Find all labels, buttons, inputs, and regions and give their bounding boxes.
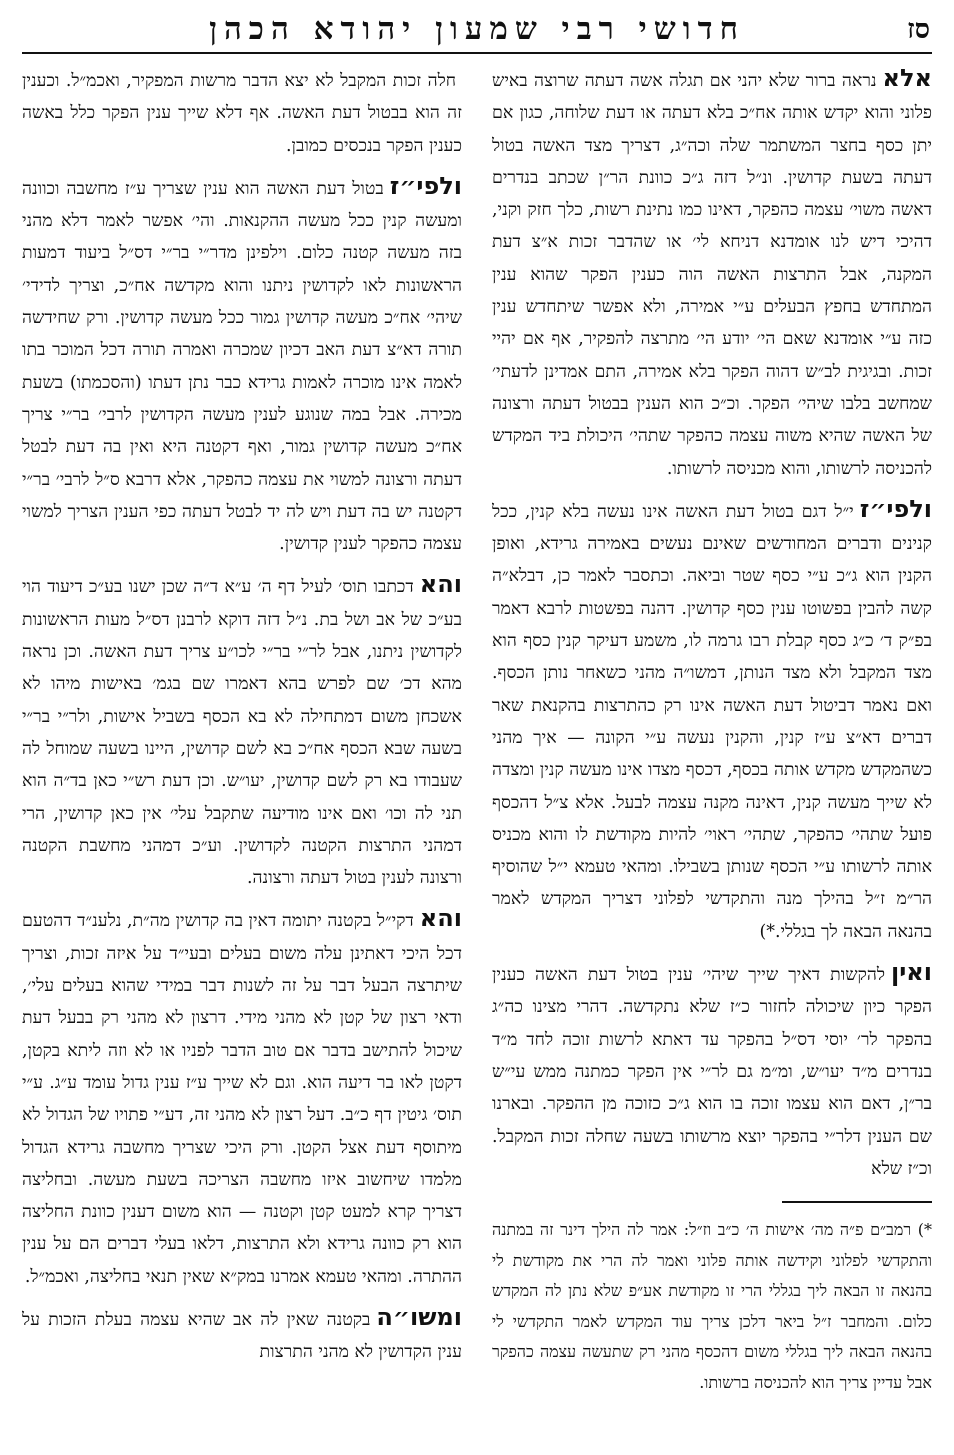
paragraph-text: להקשות דאיך שייך שיהי׳ ענין בטול דעת האשה כענין הפקר כיון שיכולה לחזור כ״ז שלא נתקדשה. דהרי מצינו כה״ג בהפקר לר׳ יוסי דס״ל בהפקר עד דאתא לרשות זוכה לחד מ״ד בנדרים מ״ד יעו״ש, ומ״מ גם לר״י אין הפקר כמתנה ממש עי״ש בר״ן, דאם הוא עצמו זוכה בו הוא ג״כ כזוכה מן ההפקר. ובארנו שם הענין דלר״י בהפקר יוצא מרשותו בשעה שחלה זכות המקבל. וכ״ז שלא — [492, 965, 932, 1179]
paragraph-text: בטול דעת האשה הוא ענין שצריך ע״ז מחשבה וכוונה ומעשה קנין ככל מעשה ההקנאות. והי׳ אפשר לאמר דלא מהני בזה מעשה קטנה כלום. וילפינן מדר״י בר״י דס״ל ביעוד דמעות הראשונות לאו לקדושין ניתנו והוא מקדשה אח״כ, וצריך לדידי׳ שיהי׳ אח״כ מעשה קדושין גמור ככל מעשה קדושין. ורק שחידשה תורה דא״צ דעת האב דכיון שמכרה ואמרה תורה דכל המוכר בתו לאמה אינו מוכרה לאמות גרידא כבר נתן דעתו (והסכמתו) בשעת מכירה. אבל במה שנוגע לענין מעשה הקדושין לרבי׳ בר״י צריך אח״כ מעשה קדושין גמור, ואף דקטנה היא ואין בה דעת לבטל דעתה ורצונה למשוי את עצמה כהפקר, אלא דרבא ס״ל לרבי׳ בר״י דקטנה יש בה דעת ויש לה יד לבטל דעתה כפי הענין הצריך למשוי עצמה כהפקר לענין קדושין. — [22, 178, 462, 555]
text-columns — [22, 62, 932, 1445]
page-number: סז — [907, 14, 930, 45]
paragraph-lead-word: והא — [419, 570, 462, 599]
paragraph — [492, 956, 932, 1185]
paragraph — [492, 62, 932, 485]
paragraph-text: דכתבו תוס׳ לעיל דף ה׳ ע״א ד״ה שכן ישנו בע״כ דיעוד הוי בע״כ של אב ושל בת. נ״ל דזה דוקא לרבנן דס״ל מעות הראשונות לקדושין ניתנו, אבל לר״י בר״י לכו״ע צריך דעת האשה. וכן נראה מהא דכ׳ שם לפרש בהא דאמרו שם בגמ׳ באישות מיהו לא אשכחן משום דמתחילה לא בא הכסף בשביל אישות, ולר״י בר״י בשעה שבא הכסף אח״כ בא לשם קדושין, היינו בשעה שמוחל לה שעבודו בא רק לשם קדושין, יעו״ש. וכן דעת רש״י כאן בד״ה הוא תני לה וכו׳ ואם אינו מודיעה שתקבל עלי׳ אין כאן קדושין, הרי דמהני התרצות הקטנה לקדושין. וע״כ דמהני מחשבת הקטנה ורצונה לענין בטול דעתה ורצונה. — [22, 577, 462, 889]
footnote — [492, 1215, 932, 1398]
right-column — [492, 62, 932, 1445]
paragraph-lead-word: ואין — [890, 958, 932, 987]
running-header — [22, 6, 932, 54]
paragraph — [492, 493, 932, 948]
paragraph — [22, 1301, 462, 1369]
paragraph-text: חלה זכות המקבל לא יצא הדבר מרשות המפקיר, ואכמ״ל. וכענין זה הוא בבטול דעת האשה. אף דלא שייך ענין הפקר כלל באשה כענין הפקר בנכסים כמובן. — [22, 71, 462, 156]
paragraph-lead-word: והא — [419, 904, 462, 933]
paragraph-text: י״ל דגם בטול דעת האשה אינו נעשה בלא קנין, ככל קנינים ודברים המחודשים שאינם נעשים באמירה גרידא, ואופן הקנין הוא ג״כ ע״י כסף שטר וביאה. וכתסבר לאמר כן, דבלא״ה קשה להבין בפשוטו ענין כסף קדושין. דהנה בפשטות לרבא דאמר בפ״ק ד׳ כ״ג כסף קבלת רבו גרמה לו, משמע דעיקר קנין כסף הוא מצד המקבל ולא מצד הנותן, דמשו״ה מהני כשאחר נותן הכסף. ואם נאמר דביטול דעת האשה אינו רק כהתרצות בהקנאת שאר דברים דא״צ ע״ז קנין, והקנין נעשה ע״י הקונה — איך מהני כשהמקדש מקדש אותה בכסף, דכסף מצדו אינו מעשה קנין ומצדה לא שייך מעשה קנין, דאינה מקנה עצמה לבעל. אלא צ״ל דהכסף פועל שתהי׳ כהפקר, שתהי׳ ראוי׳ להיות מקודשת לו והוא מכניס אותה לרשותו ע״י הכסף שנותן בשבילו. ומהאי טעמא י״ל שהוסיף הר״מ ז״ל בהילך מנה והתקדשי לפלוני דצריך המקדש לאמר בהנאה הבאה לך בגללי.*) — [492, 501, 932, 942]
paragraph-lead-word: ומשו״ה — [376, 1302, 462, 1331]
paragraph-lead-word: ולפי״ז — [389, 171, 462, 200]
paragraph — [22, 902, 462, 1293]
paragraph-lead-word: אלא — [882, 64, 932, 92]
footnote-text: *) רמב״ם פ״ה מה׳ אישות ה׳ כ״ב וז״ל: אמר לה הילך דינר זה במתנה והתקדשי לפלוני וקידשה אותה פלוני ואמר לה הרי את מקודשת לי בהנאה זו הבאה ליך בגללי הרי זו מקודשת אע״פ שלא נתן לה המקדש כלום. והמחבר ז״ל ביאר דלכן צריך עוד המקדש לאמר התקדשי לי בהנאה הבאה ליך בגללי משום דהכסף מהני רק שתעשה עצמה כהפקר אבל עדיין צריך הוא להכניסה ברשותו. — [492, 1220, 932, 1392]
paragraph-text: נראה ברור שלא יהני אם תגלה אשה דעתה שרוצה באיש פלוני והוא יקדש אותה אח״כ בלא דעתה או דעת שלוחה, כגון אם יתן כסף בחצר המשתמר שלה וכה״ג, דצריך מצד האשה בטול דעתה בשעת קדושין. ונ״ל דזה ג״כ כוונת הר״ן שכתב בנדרים דאשה משוי׳ עצמה כהפקר, דאינו כמו נתינת רשות, כלך חזק וקני, דהיכי דיש לנו אומדנא דניחא לי׳ או שהדבר זכות א״צ דעת המקנה, אבל התרצות האשה הוה כענין הפקר שהוא ענין המתחדש בחפץ הבעלים ע״י אמירה, ולא אפשר שיתחדש ענין כזה ע״י אומדנא שאם הי׳ יודע הי׳ מתרצה להפקיר, אף אם יהיי זכות. ובגיגית לב״ש דהוה הפקר בלא אמירה, התם אמדינן לדעתי׳ שמחשב בלבו שיהי׳ הפקר. וכ״כ הוא הענין בבטול דעתה ורצונה של האשה שהיא משוה עצמה כהפקר שתהי׳ היכולת ביד המקדש להכניסה לרשותו, והוא מכניסה לרשותו. — [492, 71, 932, 479]
footnote-divider — [782, 1201, 932, 1203]
paragraph — [22, 170, 462, 561]
header-title: חדושי רבי שמעון יהודא הכהן — [209, 11, 745, 47]
paragraph-lead-word: ולפי״ז — [859, 494, 932, 523]
paragraph — [22, 62, 462, 162]
paragraph-text: דקי״ל בקטנה יתומה דאין בה קדושין מה״ת, נלענ״ד דהטעם דכל היכי דאתינן עלה משום בעלים ובעי״ד על איזה זכות, וצריך שיתרצה הבעל דבר על זה לשנות דבר במידי שהוא בעלים עלי׳, ודאי רצון של קטן לא מהני מידי. דרצון לא מהני רק בבעל דעת שיכול להתישב בדבר אם טוב הדבר לפניו או לא וזה ליתא בקטן, דקטן לאו בר דיעה הוא. וגם לא שייך ע״ז ענין גדול עומד ע״ג. ע״י תוס׳ גיטין דף כ״ב. דעל רצון לא מהני זה, דע״י פתויו של הגדול לא מיתוסף דעת אצל הקטן. ורק היכי שצריך מחשבה גרידא הגדול מלמדו שיחשוב איזו מחשבה הצריכה בשעת מעשה. ובחליצה דצריך קרא למעט קטן וקטנה — הוא משום דענין כוונת החליצה הוא רק כוונה גרידא ולא התרצות, דלאו בעלי דברים הם על ענין ההתרה. ומהאי טעמא אמרנו במק״א שאין תנאי בחליצה, ואכמ״ל. — [22, 911, 462, 1287]
paragraph — [22, 568, 462, 894]
paragraph-text: בקטנה שאין לה אב שהיא עצמה בעלת הזכות על ענין הקדושין לא מהני התרצות — [22, 1309, 462, 1363]
left-column — [22, 62, 462, 1445]
